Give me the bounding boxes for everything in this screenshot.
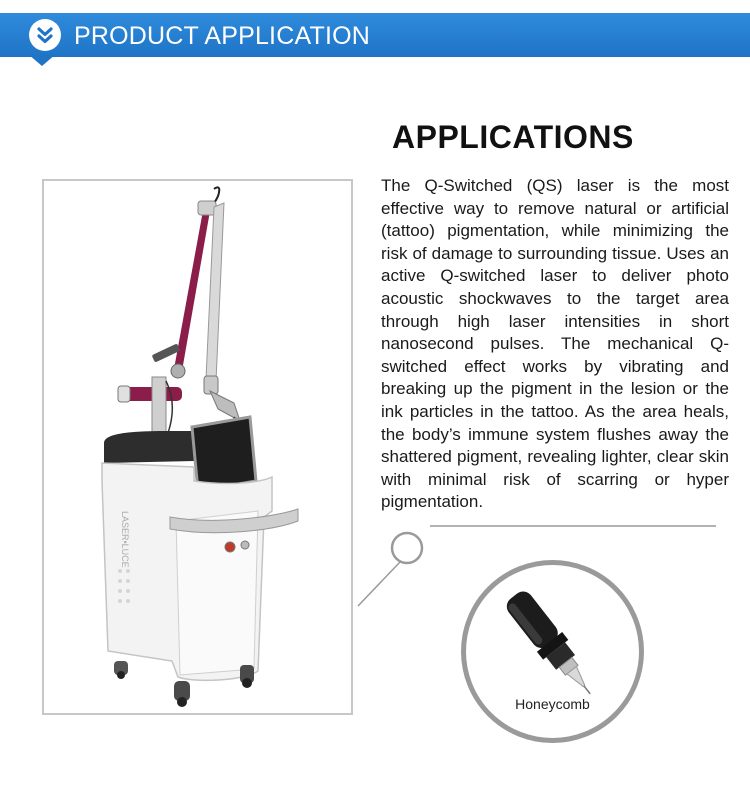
applications-heading: APPLICATIONS [392, 119, 634, 155]
honeycomb-label: Honeycomb [515, 696, 590, 712]
brand-text: LASER•LUCE [120, 511, 130, 568]
applications-description: The Q-Switched (QS) laser is the most effective way to remove natural or artificial (tattoo) pigmentation, while minimizing the risk of damage to surrounding tissue. Uses an active Q-switched laser to deliver photo acoustic shockwaves to the target area through high laser intensities in short nanosecond pulses. The mechanical Q-switched effect works by vibrating and breaking up the pigment in the lesion or the ink particles in the tattoo. As the area heals, the body’s immune system flushes away the shattered pigment, revealing lighter, clear skin with minimal risk of scarring or hyper pigmentation. [381, 176, 729, 512]
section-title: PRODUCT APPLICATION [74, 22, 370, 50]
honeycomb-callout [461, 560, 644, 743]
connector-node [392, 533, 422, 563]
honeycomb-handpiece-illustration [466, 565, 639, 738]
